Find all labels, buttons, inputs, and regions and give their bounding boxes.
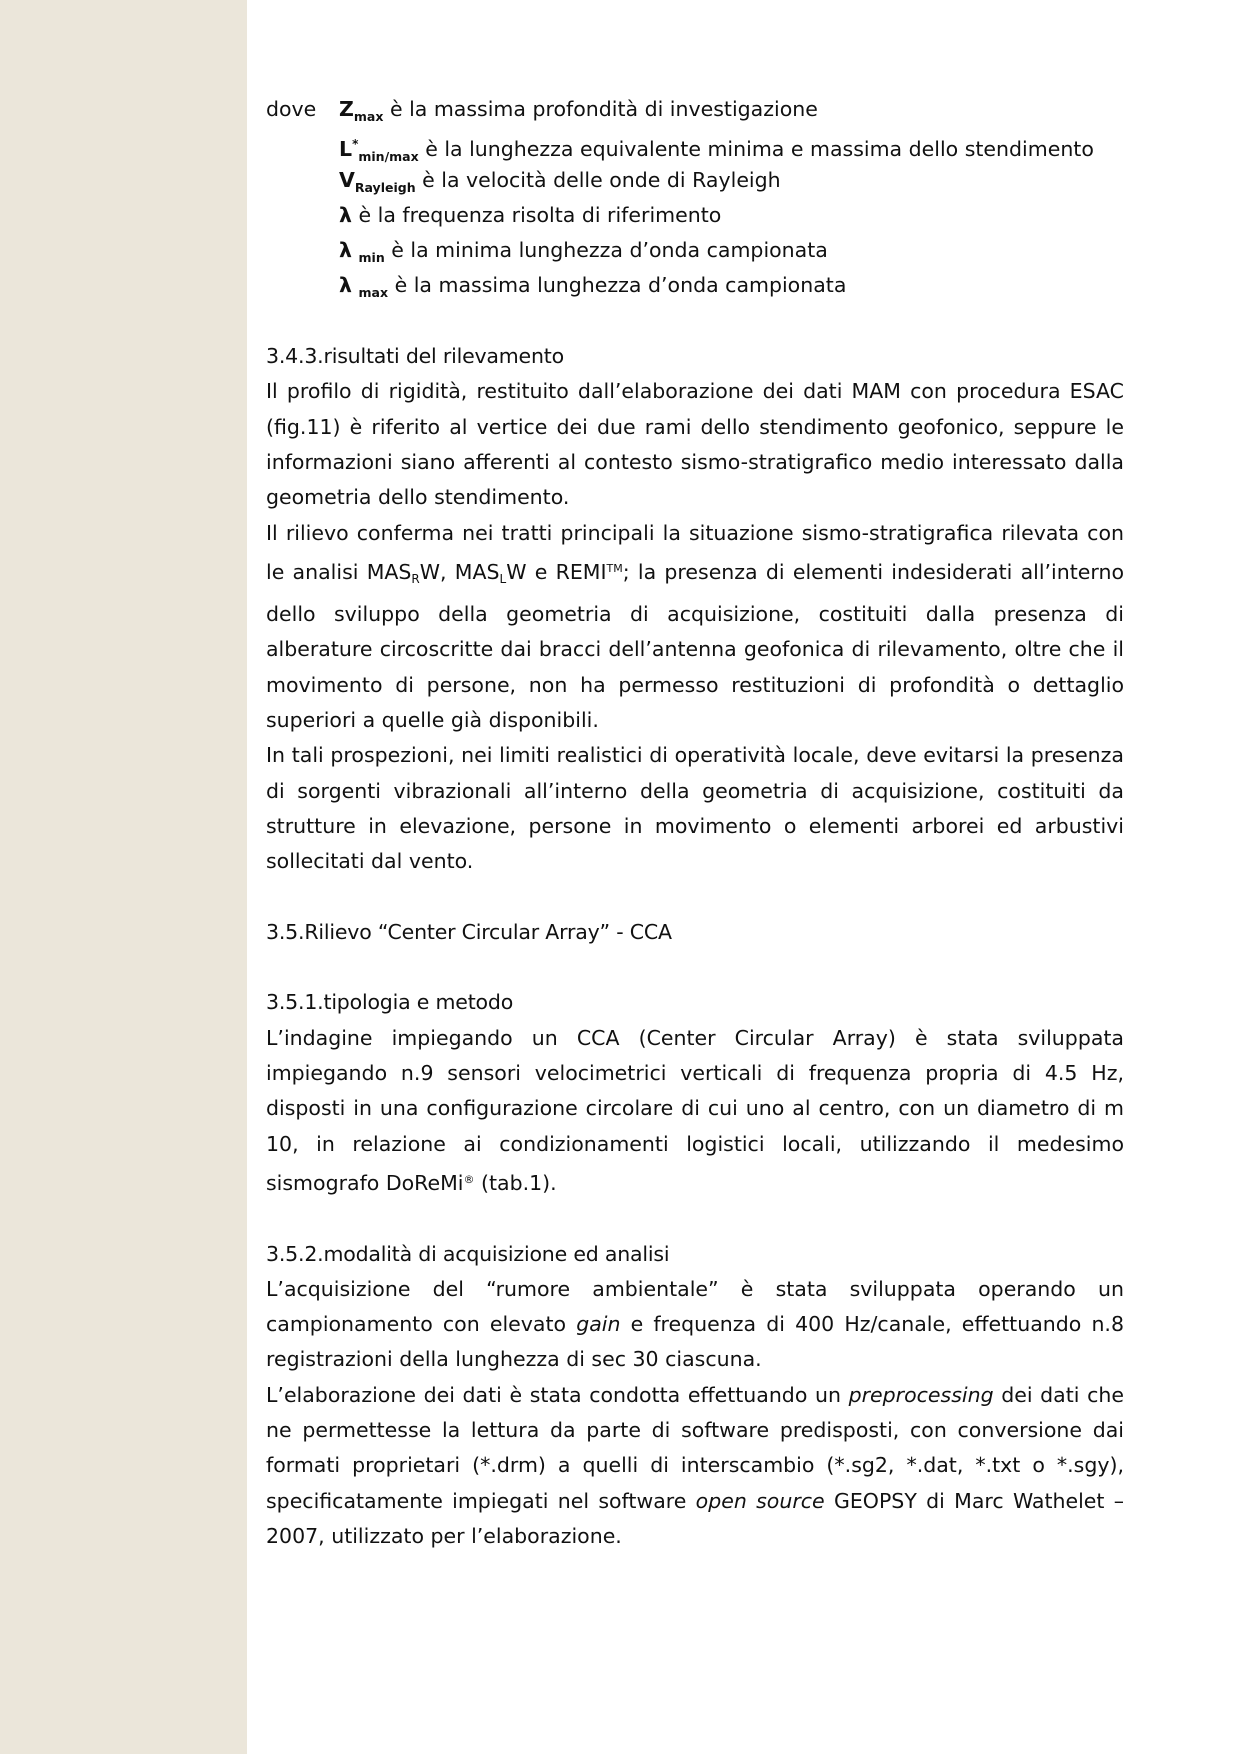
paragraph-text: (tab.1). <box>474 1170 557 1195</box>
document-body <box>266 92 1124 1554</box>
dove-label: dove <box>266 97 317 121</box>
spacer <box>266 880 1124 915</box>
paragraph: In tali prospezioni, nei limiti realistici di operatività locale, deve evitarsi la presenza di sorgenti vibrazionali all’interno della geometria di acquisizione, costituiti da strutture in elevazione, persone in movimento o elementi arborei ed arbustivi sollecitati dal vento. <box>266 743 1124 874</box>
italic-term: preprocessing <box>848 1382 994 1407</box>
symbol-superscript: * <box>352 137 359 152</box>
definition-row <box>266 92 1124 127</box>
definition-row <box>266 198 1124 233</box>
symbol: L <box>339 137 353 162</box>
italic-term: open source <box>695 1488 825 1513</box>
italic-term: gain <box>576 1312 621 1337</box>
paragraph-text: W, MAS <box>419 559 500 584</box>
section-heading-3-5-2: 3.5.2.modalità di acquisizione ed analisi <box>266 1241 670 1266</box>
subscript: L <box>499 571 507 586</box>
definition-text: è la massima lunghezza d’onda campionata <box>394 273 847 298</box>
page-side-band <box>0 0 247 1754</box>
spacer <box>266 1201 1124 1236</box>
paragraph-text: W e REMI <box>506 559 607 584</box>
subscript: R <box>411 571 420 586</box>
paragraph-text: Il rilievo conferma nei tratti principali la situazione sismo-stratigrafica rilevata con le analisi MAS <box>266 520 1124 584</box>
superscript: ® <box>463 1172 475 1186</box>
section-heading-3-4-3: 3.4.3.risultati del rilevamento <box>266 344 564 369</box>
symbol: Z <box>339 97 354 121</box>
definition-row <box>266 233 1124 268</box>
symbol-subscript: min <box>358 250 385 266</box>
symbol: V <box>339 167 355 192</box>
paragraph-text: dei dati che ne permettesse la lettura da parte di software predisposti, con conversione dai formati proprietari (*.drm) a quelli di interscambio (*.sg2, *.dat, *.txt o *.sgy), specificatamente impiegati nel software <box>266 1382 1124 1513</box>
symbol-subscript: max <box>358 285 389 301</box>
definition-body <box>339 198 721 233</box>
paragraph <box>266 1272 1124 1378</box>
paragraph <box>266 516 1124 739</box>
definition-text: è la frequenza risolta di riferimento <box>358 202 722 227</box>
definition-text: è la lunghezza equivalente minima e massima dello stendimento <box>425 137 1094 162</box>
paragraph-text: L’elaborazione dei dati è stata condotta effettuando un <box>266 1382 849 1407</box>
symbol: λ <box>339 273 352 298</box>
paragraph-text: L’acquisizione del “rumore ambientale” è stata sviluppata operando un campionamento con elevato <box>266 1276 1124 1337</box>
definition-text: è la velocità delle onde di Rayleigh <box>422 167 781 192</box>
paragraph <box>266 1378 1124 1554</box>
definitions-block <box>266 92 1124 304</box>
paragraph-text: GEOPSY di Marc Wathelet – 2007, utilizzato per l’elaborazione. <box>266 1488 1125 1548</box>
superscript: TM <box>606 561 623 575</box>
paragraph: Il profilo di rigidità, restituito dall’elaborazione dei dati MAM con procedura ESAC (fig.11) è riferito al vertice dei due rami dello stendimento geofonico, seppure le informazioni siano afferenti al contesto sismo-stratigrafico medio interessato dalla geometria dello stendimento. <box>266 379 1124 510</box>
definition-text: è la minima lunghezza d’onda campionata <box>391 238 828 263</box>
symbol: λ <box>339 238 352 263</box>
symbol-subscript: max <box>353 109 384 124</box>
section-heading-3-5: 3.5.Rilievo “Center Circular Array” - CCA <box>266 919 672 944</box>
section-heading-3-5-1: 3.5.1.tipologia e metodo <box>266 990 514 1015</box>
symbol-subscript: Rayleigh <box>354 179 416 195</box>
spacer <box>266 950 1124 985</box>
symbol: λ <box>339 202 352 227</box>
definition-row <box>266 268 1124 303</box>
paragraph-text: e frequenza di 400 Hz/canale, effettuando n.8 registrazioni della lunghezza di sec 30 ciascuna. <box>266 1312 1124 1372</box>
paragraph <box>266 1021 1124 1201</box>
definition-row <box>266 163 1124 198</box>
definition-body <box>339 268 846 310</box>
paragraph-text: L’indagine impiegando un CCA (Center Circular Array) è stata sviluppata impiegando n.9 sensori velocimetrici verticali di frequenza propria di 4.5 Hz, disposti in una configurazione circolare di cui uno al centro, con un diametro di m 10, in relazione ai condizionamenti logistici locali, utilizzando il medesimo sismografo DoReMi <box>266 1025 1124 1195</box>
definition-row <box>266 127 1124 165</box>
symbol-subscript: min/max <box>358 149 419 165</box>
paragraph-text: ; la presenza di elementi indesiderati all’interno dello sviluppo della geometria di acquisizione, costituiti dalla presenza di alberature circoscritte dai bracci dell’antenna geofonica di rilevamento, oltre che il movimento di persone, non ha permesso restituzioni di profondità o dettaglio superiori a quelle già disponibili. <box>266 559 1124 733</box>
definition-text: è la massima profondità di investigazione <box>389 97 818 121</box>
